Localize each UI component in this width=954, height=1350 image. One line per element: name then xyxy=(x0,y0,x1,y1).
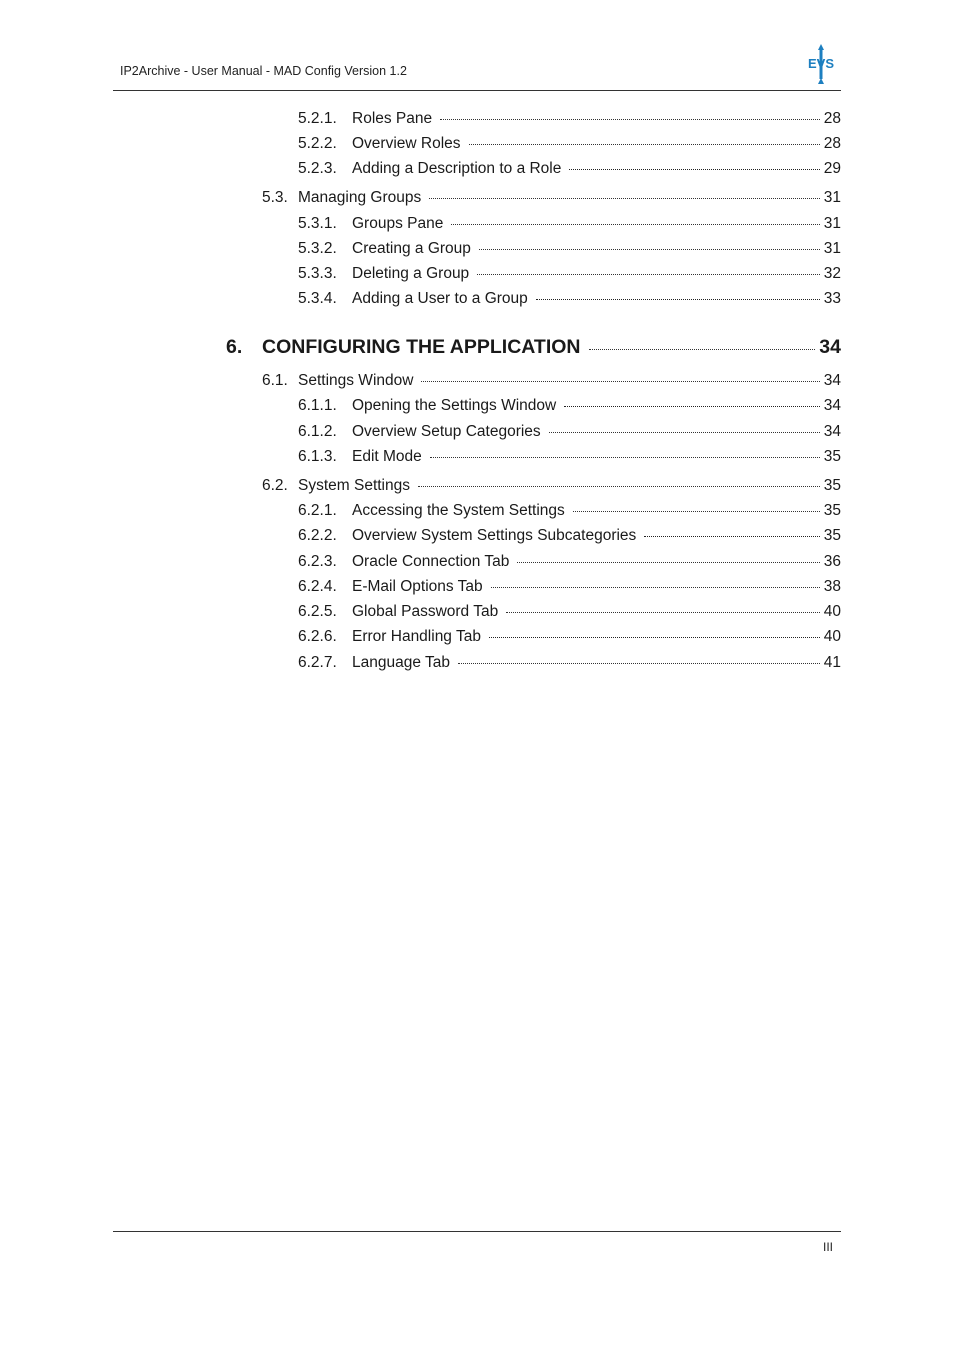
toc-title: Adding a Description to a Role xyxy=(352,160,562,177)
toc-number: 6.2.4. xyxy=(298,578,337,595)
toc-title: Oracle Connection Tab xyxy=(352,553,510,570)
toc-title: Opening the Settings Window xyxy=(352,397,557,414)
toc-page: 36 xyxy=(823,553,841,570)
toc-title: Language Tab xyxy=(352,654,450,671)
header-divider xyxy=(113,90,841,91)
toc-number: 6.1. xyxy=(262,372,288,389)
toc-page: 38 xyxy=(823,578,841,595)
toc-leader xyxy=(429,198,820,199)
toc-leader xyxy=(564,406,820,407)
toc-number: 6.2.1. xyxy=(298,502,337,519)
toc-entry-5-3-4[interactable] xyxy=(298,290,841,308)
toc-leader xyxy=(517,562,819,563)
toc-entry-chapter-6[interactable] xyxy=(226,336,841,359)
toc-title: Error Handling Tab xyxy=(352,628,481,645)
toc-entry-6-2-6[interactable] xyxy=(298,628,841,646)
toc-title: E-Mail Options Tab xyxy=(352,578,483,595)
toc-leader xyxy=(458,663,820,664)
toc-title: System Settings xyxy=(298,477,410,494)
toc-title: Edit Mode xyxy=(352,448,422,465)
toc-entry-5-3-2[interactable] xyxy=(298,240,841,258)
toc-entry-5-3-3[interactable] xyxy=(298,265,841,283)
evs-logo xyxy=(805,44,837,89)
toc-number: 5.2.2. xyxy=(298,135,337,152)
toc-leader xyxy=(477,274,820,275)
toc-page: 33 xyxy=(823,290,841,307)
toc-title: Managing Groups xyxy=(298,189,422,206)
toc-entry-5-2-1[interactable] xyxy=(298,110,841,128)
toc-number: 5.2.1. xyxy=(298,110,337,127)
toc-page: 34 xyxy=(823,423,841,440)
toc-title: Adding a User to a Group xyxy=(352,290,528,307)
toc-leader xyxy=(491,587,820,588)
toc-title: Accessing the System Settings xyxy=(352,502,565,519)
toc-entry-6-1-1[interactable] xyxy=(298,397,841,415)
toc-number: 5.3.1. xyxy=(298,215,337,232)
toc-leader xyxy=(549,432,820,433)
toc-number: 5.3.3. xyxy=(298,265,337,282)
toc-page: 34 xyxy=(823,372,841,389)
toc-leader xyxy=(421,381,819,382)
toc-page: 34 xyxy=(819,336,841,358)
toc-page: 28 xyxy=(823,135,841,152)
toc-entry-6-2-2[interactable] xyxy=(298,527,841,545)
toc-page: 35 xyxy=(823,448,841,465)
toc-page: 28 xyxy=(823,110,841,127)
toc-page: 32 xyxy=(823,265,841,282)
toc-leader xyxy=(569,169,819,170)
toc-title: Roles Pane xyxy=(352,110,433,127)
toc-entry-5-3[interactable] xyxy=(262,189,841,207)
toc-entry-6-1-3[interactable] xyxy=(298,448,841,466)
toc-title: Creating a Group xyxy=(352,240,471,257)
toc-number: 6.2.5. xyxy=(298,603,337,620)
toc-entry-6-2-1[interactable] xyxy=(298,502,841,520)
toc-number: 5.3. xyxy=(262,189,288,206)
footer-divider xyxy=(113,1231,841,1232)
toc-leader xyxy=(440,119,820,120)
toc-entry-6-2[interactable] xyxy=(262,477,841,495)
toc-title: Groups Pane xyxy=(352,215,444,232)
toc-number: 6.1.1. xyxy=(298,397,337,414)
toc-number: 6.2.7. xyxy=(298,654,337,671)
toc-leader xyxy=(644,536,819,537)
toc-page: 31 xyxy=(823,189,841,206)
toc-number: 6. xyxy=(226,336,243,358)
toc-leader xyxy=(430,457,820,458)
toc-leader xyxy=(469,144,820,145)
toc-number: 6.2.2. xyxy=(298,527,337,544)
toc-entry-6-1[interactable] xyxy=(262,372,841,390)
toc-title: Settings Window xyxy=(298,372,414,389)
toc-page: 29 xyxy=(823,160,841,177)
toc-page: 34 xyxy=(823,397,841,414)
toc-title: Overview System Settings Subcategories xyxy=(352,527,637,544)
toc-number: 5.3.2. xyxy=(298,240,337,257)
toc-number: 5.2.3. xyxy=(298,160,337,177)
toc-leader xyxy=(536,299,820,300)
document-title: IP2Archive - User Manual - MAD Config Version 1.2 xyxy=(120,64,407,78)
toc-entry-6-1-2[interactable] xyxy=(298,423,841,441)
toc-entry-5-3-1[interactable] xyxy=(298,215,841,233)
toc-page: 35 xyxy=(823,527,841,544)
toc-title: Deleting a Group xyxy=(352,265,470,282)
toc-entry-6-2-5[interactable] xyxy=(298,603,841,621)
toc-title: Overview Setup Categories xyxy=(352,423,541,440)
toc-leader xyxy=(418,486,820,487)
page-number: III xyxy=(822,1240,833,1254)
toc-title: CONFIGURING THE APPLICATION xyxy=(262,336,581,358)
toc-leader xyxy=(489,637,820,638)
toc-leader xyxy=(479,249,820,250)
logo-text: EVS xyxy=(807,56,835,71)
toc-page: 31 xyxy=(823,240,841,257)
toc-number: 6.2. xyxy=(262,477,288,494)
toc-page: 40 xyxy=(823,628,841,645)
toc-title: Global Password Tab xyxy=(352,603,499,620)
toc-entry-5-2-2[interactable] xyxy=(298,135,841,153)
toc-entry-5-2-3[interactable] xyxy=(298,160,841,178)
toc-page: 41 xyxy=(823,654,841,671)
toc-number: 6.2.6. xyxy=(298,628,337,645)
toc-number: 6.2.3. xyxy=(298,553,337,570)
toc-leader xyxy=(451,224,819,225)
toc-leader xyxy=(589,349,816,350)
toc-number: 5.3.4. xyxy=(298,290,337,307)
toc-number: 6.1.2. xyxy=(298,423,337,440)
toc-entry-6-2-3[interactable] xyxy=(298,553,841,571)
toc-page: 40 xyxy=(823,603,841,620)
toc-entry-6-2-7[interactable] xyxy=(298,654,841,672)
toc-page: 35 xyxy=(823,502,841,519)
toc-number: 6.1.3. xyxy=(298,448,337,465)
toc-leader xyxy=(573,511,820,512)
toc-leader xyxy=(506,612,820,613)
toc-page: 31 xyxy=(823,215,841,232)
toc-title: Overview Roles xyxy=(352,135,461,152)
toc-entry-6-2-4[interactable] xyxy=(298,578,841,596)
toc-page: 35 xyxy=(823,477,841,494)
